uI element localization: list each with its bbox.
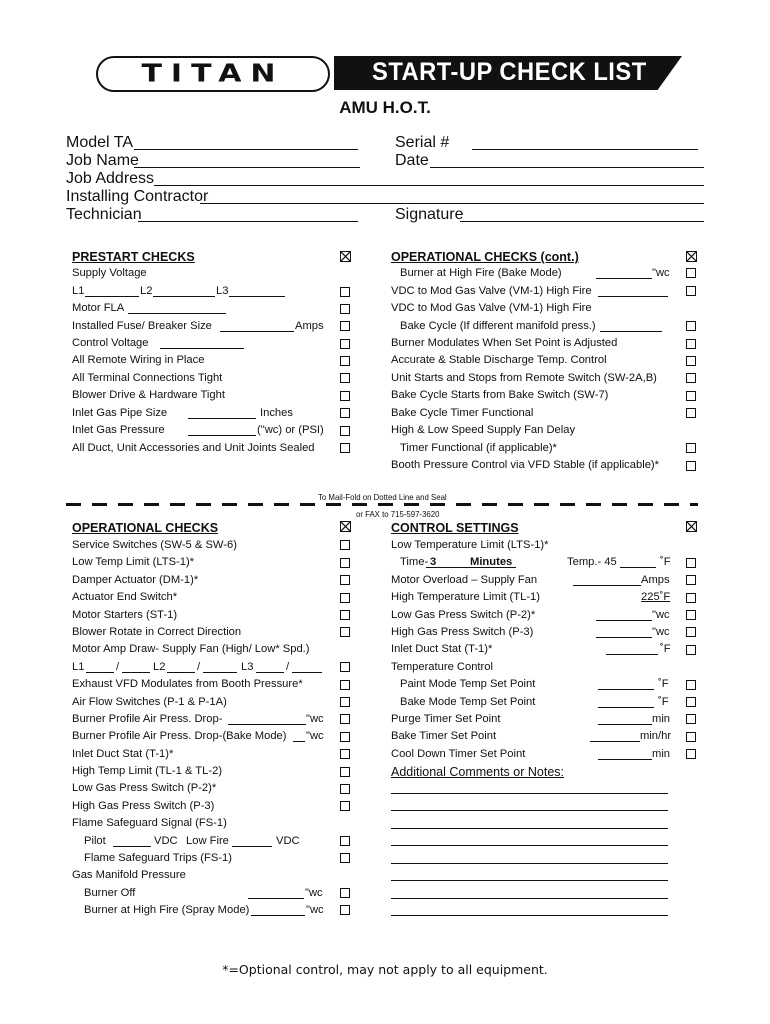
cs-high-temp-limit-label: High Temperature Limit (TL-1) [391, 591, 541, 603]
high-low-speed-label: High & Low Speed Supply Fan Delay [391, 424, 576, 436]
flame-safeguard-trips-checkbox[interactable] [340, 853, 350, 863]
remote-wiring-checkbox[interactable] [340, 356, 350, 366]
inlet-gas-pressure-label: Inlet Gas Pressure [72, 424, 165, 436]
motor-fla-checkbox[interactable] [340, 304, 350, 314]
burner-high-fire-bake-wc: "wc [652, 267, 670, 279]
flame-safeguard-trips-label: Flame Safeguard Trips (FS-1) [84, 852, 232, 864]
comments-line-1[interactable] [391, 793, 668, 794]
paint-mode-deg: ˚F [658, 678, 669, 690]
high-temp-limit-label: High Temp Limit (TL-1 & TL-2) [72, 765, 223, 777]
cool-down-min: min [652, 748, 671, 760]
titan-logo [96, 56, 330, 92]
additional-comments-label: Additional Comments or Notes: [391, 765, 564, 779]
burner-high-fire-bake-field[interactable] [596, 278, 652, 279]
inlet-gas-pipe-field[interactable] [188, 418, 256, 419]
comments-line-6[interactable] [391, 880, 668, 881]
burner-high-fire-spray-field[interactable] [251, 915, 305, 916]
comments-line-3[interactable] [391, 828, 668, 829]
control-voltage-field[interactable] [160, 348, 244, 349]
amp-l1-field[interactable] [86, 672, 114, 673]
bake-cycle-starts-checkbox[interactable] [686, 391, 696, 401]
operational-header: OPERATIONAL CHECKS [72, 521, 219, 535]
date-label: Date [395, 152, 429, 169]
blower-drive-label: Blower Drive & Hardware Tight [72, 389, 225, 401]
booth-pressure-label: Booth Pressure Control via VFD Stable (if applicable)* [391, 459, 660, 471]
bake-cycle-manifold-label: Bake Cycle (If different manifold press.) [400, 320, 596, 332]
installed-fuse-amps: Amps [295, 320, 324, 332]
motor-overload-label: Motor Overload – Supply Fan [391, 574, 538, 586]
model-label: Model TA [66, 134, 133, 151]
motor-fla-field[interactable] [128, 313, 226, 314]
control-settings-header-checkbox [686, 521, 697, 532]
l1-label: L1 [72, 285, 85, 297]
cs-low-temp-limit-label: Low Temperature Limit (LTS-1)* [391, 539, 549, 551]
cool-down-checkbox[interactable] [686, 749, 696, 759]
supply-voltage-checkbox[interactable] [340, 287, 350, 297]
low-temp-limit-checkbox[interactable] [340, 558, 350, 568]
burner-high-fire-spray-wc: "wc [306, 904, 324, 916]
purge-timer-label: Purge Timer Set Point [391, 713, 501, 725]
burner-high-fire-spray-label: Burner at High Fire (Spray Mode) [84, 904, 250, 916]
blower-drive-checkbox[interactable] [340, 391, 350, 401]
amp-l2-field[interactable] [167, 672, 195, 673]
burner-profile-field[interactable] [228, 724, 306, 725]
bake-mode-label: Bake Mode Temp Set Point [400, 696, 536, 708]
time-minutes: Minutes [470, 556, 513, 568]
air-flow-label: Air Flow Switches (P-1 & P-1A) [72, 696, 227, 708]
blower-rotate-checkbox[interactable] [340, 627, 350, 637]
installed-fuse-field[interactable] [220, 331, 294, 332]
control-voltage-checkbox[interactable] [340, 339, 350, 349]
exhaust-vfd-checkbox[interactable] [340, 680, 350, 690]
amp-l2-label: L2 [153, 661, 166, 673]
bake-mode-field[interactable] [598, 707, 654, 708]
bake-timer-checkbox[interactable] [686, 732, 696, 742]
motor-fla-label: Motor FLA [72, 302, 125, 314]
all-duct-label: All Duct, Unit Accessories and Unit Joints Sealed [72, 442, 315, 454]
motor-overload-checkbox[interactable] [686, 575, 696, 585]
burner-off-label: Burner Off [84, 887, 136, 899]
installed-fuse-checkbox[interactable] [340, 321, 350, 331]
job-name-label: Job Name [66, 152, 139, 169]
cs-low-gas-press-field[interactable] [596, 620, 652, 621]
op-cont-header-checkbox [686, 251, 697, 262]
bake-cycle-manifold-checkbox[interactable] [686, 321, 696, 331]
amp-l3-slash: / [286, 661, 290, 673]
serial-label: Serial # [395, 134, 450, 151]
l1-field[interactable] [85, 296, 139, 297]
mail-fold-note: To Mail-Fold on Dotted Line and Seal [318, 492, 447, 502]
burner-off-checkbox[interactable] [340, 888, 350, 898]
low-fire-vdc: VDC [276, 835, 300, 847]
op-cont-header: OPERATIONAL CHECKS (cont.) [391, 250, 579, 264]
high-temp-value: 225˚F [641, 591, 671, 603]
purge-timer-checkbox[interactable] [686, 714, 696, 724]
cs-inlet-duct-stat-label: Inlet Duct Stat (T-1)* [391, 643, 493, 655]
cool-down-label: Cool Down Timer Set Point [391, 748, 526, 760]
paint-mode-checkbox[interactable] [686, 680, 696, 690]
high-gas-press-label: High Gas Press Switch (P-3) [72, 800, 215, 812]
amp-l1-label: L1 [72, 661, 85, 673]
inlet-gas-pressure-field[interactable] [188, 435, 256, 436]
cs-inlet-duct-stat-field[interactable] [606, 654, 658, 655]
temp-deg-f: ˚F [660, 556, 671, 568]
amp-l3-low-field[interactable] [292, 672, 322, 673]
model-field[interactable] [134, 149, 358, 150]
prestart-header-checkbox [340, 251, 351, 262]
bake-cycle-starts-label: Bake Cycle Starts from Bake Switch (SW-7) [391, 389, 609, 401]
motor-amp-draw-label: Motor Amp Draw- Supply Fan (High/ Low* Spd.) [72, 643, 310, 655]
low-fire-field[interactable] [232, 846, 272, 847]
high-temp-limit-checkbox[interactable] [340, 767, 350, 777]
burner-profile-bake-wc: "wc [306, 730, 324, 742]
service-switches-checkbox[interactable] [340, 540, 350, 550]
motor-overload-amps: Amps [641, 574, 670, 586]
burner-off-wc: "wc [305, 887, 323, 899]
inlet-gas-pipe-checkbox[interactable] [340, 408, 350, 418]
page-title: START-UP CHECK LIST [372, 58, 647, 86]
cs-high-gas-press-label: High Gas Press Switch (P-3) [391, 626, 534, 638]
burner-profile-wc: "wc [306, 713, 324, 725]
motor-overload-field[interactable] [573, 585, 641, 586]
damper-actuator-label: Damper Actuator (DM-1)* [72, 574, 199, 586]
cs-high-gas-press-field[interactable] [596, 637, 652, 638]
paint-mode-label: Paint Mode Temp Set Point [400, 678, 536, 690]
amp-l2-slash: / [197, 661, 201, 673]
logo-text: TITAN [141, 59, 285, 88]
supply-voltage-label: Supply Voltage [72, 267, 147, 279]
bake-timer-functional-label: Bake Cycle Timer Functional [391, 407, 534, 419]
booth-pressure-checkbox[interactable] [686, 461, 696, 471]
pilot-label: Pilot [84, 835, 106, 847]
job-address-label: Job Address [66, 170, 155, 187]
control-voltage-label: Control Voltage [72, 337, 149, 349]
l2-field[interactable] [153, 296, 215, 297]
vdc-high-fire-checkbox[interactable] [686, 286, 696, 296]
burner-profile-bake-label: Burner Profile Air Press. Drop-(Bake Mode) [72, 730, 287, 742]
bake-cycle-manifold-field[interactable] [600, 331, 662, 332]
bake-timer-functional-checkbox[interactable] [686, 408, 696, 418]
job-name-field[interactable] [134, 167, 360, 168]
damper-actuator-checkbox[interactable] [340, 575, 350, 585]
technician-field[interactable] [138, 221, 358, 222]
cool-down-field[interactable] [598, 759, 652, 760]
inlet-duct-stat-checkbox[interactable] [340, 749, 350, 759]
inlet-gas-pressure-checkbox[interactable] [340, 426, 350, 436]
burner-off-field[interactable] [248, 898, 304, 899]
motor-amp-draw-checkbox[interactable] [340, 662, 350, 672]
signature-field[interactable] [460, 221, 704, 222]
comments-line-2[interactable] [391, 810, 668, 811]
bake-mode-checkbox[interactable] [686, 697, 696, 707]
cs-low-gas-press-checkbox[interactable] [686, 610, 696, 620]
installed-fuse-label: Installed Fuse/ Breaker Size [72, 320, 212, 332]
page-subtitle: AMU H.O.T. [339, 98, 431, 117]
pilot-checkbox[interactable] [340, 836, 350, 846]
low-fire-label: Low Fire [186, 835, 229, 847]
motor-starters-label: Motor Starters (ST-1) [72, 609, 178, 621]
vdc-high-fire-label: VDC to Mod Gas Valve (VM-1) High Fire [391, 285, 592, 297]
burner-profile-checkbox[interactable] [340, 714, 350, 724]
fax-note: or FAX to 715-597-3620 [356, 509, 440, 519]
signature-label: Signature [395, 206, 464, 223]
low-gas-press-label: Low Gas Press Switch (P-2)* [72, 782, 217, 794]
comments-line-4[interactable] [391, 845, 668, 846]
actuator-end-switch-label: Actuator End Switch* [72, 591, 178, 603]
timer-functional-label: Timer Functional (if applicable)* [400, 442, 557, 454]
purge-timer-min: min [652, 713, 671, 725]
vdc-high-fire-2-label: VDC to Mod Gas Valve (VM-1) High Fire [391, 302, 592, 314]
low-temp-limit-label: Low Temp Limit (LTS-1)* [72, 556, 195, 568]
burner-modulates-label: Burner Modulates When Set Point is Adjusted [391, 337, 618, 349]
purge-timer-field[interactable] [598, 724, 652, 725]
timer-functional-checkbox[interactable] [686, 443, 696, 453]
paint-mode-field[interactable] [598, 689, 654, 690]
cs-high-gas-press-checkbox[interactable] [686, 627, 696, 637]
actuator-end-switch-checkbox[interactable] [340, 593, 350, 603]
cs-high-temp-limit-checkbox[interactable] [686, 593, 696, 603]
temperature-control-label: Temperature Control [391, 661, 493, 673]
amp-l1-slash: / [116, 661, 120, 673]
amp-l2-low-field[interactable] [203, 672, 237, 673]
burner-profile-bake-checkbox[interactable] [340, 732, 350, 742]
flame-safeguard-signal-label: Flame Safeguard Signal (FS-1) [72, 817, 227, 829]
fold-line [66, 503, 698, 506]
cs-low-gas-press-wc: "wc [652, 609, 670, 621]
high-gas-press-checkbox[interactable] [340, 801, 350, 811]
burner-profile-label: Burner Profile Air Press. Drop- [72, 713, 223, 725]
operational-header-checkbox [340, 521, 351, 532]
terminal-connections-checkbox[interactable] [340, 373, 350, 383]
inlet-gas-pipe-label: Inlet Gas Pipe Size [72, 407, 168, 419]
terminal-connections-label: All Terminal Connections Tight [72, 372, 223, 384]
burner-modulates-checkbox[interactable] [686, 339, 696, 349]
exhaust-vfd-label: Exhaust VFD Modulates from Booth Pressure* [72, 678, 303, 690]
inlet-duct-stat-label: Inlet Duct Stat (T-1)* [72, 748, 174, 760]
burner-high-fire-bake-label: Burner at High Fire (Bake Mode) [400, 267, 562, 279]
cs-high-gas-press-wc: "wc [652, 626, 670, 638]
time-value: 3 [430, 556, 437, 568]
l3-field[interactable] [229, 296, 285, 297]
amp-l3-label: L3 [241, 661, 254, 673]
time-label: Time- [400, 556, 429, 568]
cs-inlet-duct-stat-deg: ˚F [660, 643, 671, 655]
l2-label: L2 [140, 285, 153, 297]
temp-field[interactable] [620, 567, 656, 568]
pilot-field[interactable] [113, 846, 151, 847]
bake-timer-field[interactable] [590, 741, 640, 742]
serial-field[interactable] [472, 149, 698, 150]
gas-manifold-label: Gas Manifold Pressure [72, 869, 186, 881]
blower-rotate-label: Blower Rotate in Correct Direction [72, 626, 242, 638]
cs-low-gas-press-label: Low Gas Press Switch (P-2)* [391, 609, 536, 621]
cs-inlet-duct-stat-checkbox[interactable] [686, 645, 696, 655]
footer-note: *=Optional control, may not apply to all equipment. [222, 962, 548, 977]
vdc-high-fire-field[interactable] [598, 296, 668, 297]
amp-l1-low-field[interactable] [122, 672, 150, 673]
bake-timer-label: Bake Timer Set Point [391, 730, 497, 742]
comments-line-7[interactable] [391, 898, 668, 899]
service-switches-label: Service Switches (SW-5 & SW-6) [72, 539, 237, 551]
comments-line-5[interactable] [391, 863, 668, 864]
pilot-vdc: VDC [154, 835, 178, 847]
l3-label: L3 [216, 285, 229, 297]
air-flow-checkbox[interactable] [340, 697, 350, 707]
date-field[interactable] [430, 167, 704, 168]
amp-l3-field[interactable] [256, 672, 284, 673]
motor-starters-checkbox[interactable] [340, 610, 350, 620]
comments-line-8[interactable] [391, 915, 668, 916]
low-temp-time-checkbox[interactable] [686, 558, 696, 568]
unit-starts-stops-label: Unit Starts and Stops from Remote Switch (SW-2A,B) [391, 372, 657, 384]
inlet-gas-pipe-inches: Inches [260, 407, 293, 419]
accurate-stable-checkbox[interactable] [686, 356, 696, 366]
unit-starts-stops-checkbox[interactable] [686, 373, 696, 383]
burner-profile-bake-field[interactable] [293, 741, 305, 742]
job-address-field[interactable] [154, 185, 704, 186]
installing-contractor-label: Installing Contractor [66, 188, 209, 205]
control-settings-header: CONTROL SETTINGS [391, 521, 519, 535]
installing-contractor-field[interactable] [200, 203, 704, 204]
all-duct-checkbox[interactable] [340, 443, 350, 453]
burner-high-fire-spray-checkbox[interactable] [340, 905, 350, 915]
bake-mode-deg: ˚F [658, 696, 669, 708]
technician-label: Technician [66, 206, 142, 223]
low-gas-press-checkbox[interactable] [340, 784, 350, 794]
prestart-header: PRESTART CHECKS [72, 250, 195, 264]
burner-high-fire-bake-checkbox[interactable] [686, 268, 696, 278]
remote-wiring-label: All Remote Wiring in Place [72, 354, 205, 366]
temp-label: Temp.- 45 [567, 556, 617, 568]
inlet-gas-pressure-units: ("wc) or (PSI) [257, 424, 324, 436]
accurate-stable-label: Accurate & Stable Discharge Temp. Control [391, 354, 607, 366]
bake-timer-min-hr: min/hr [640, 730, 672, 742]
